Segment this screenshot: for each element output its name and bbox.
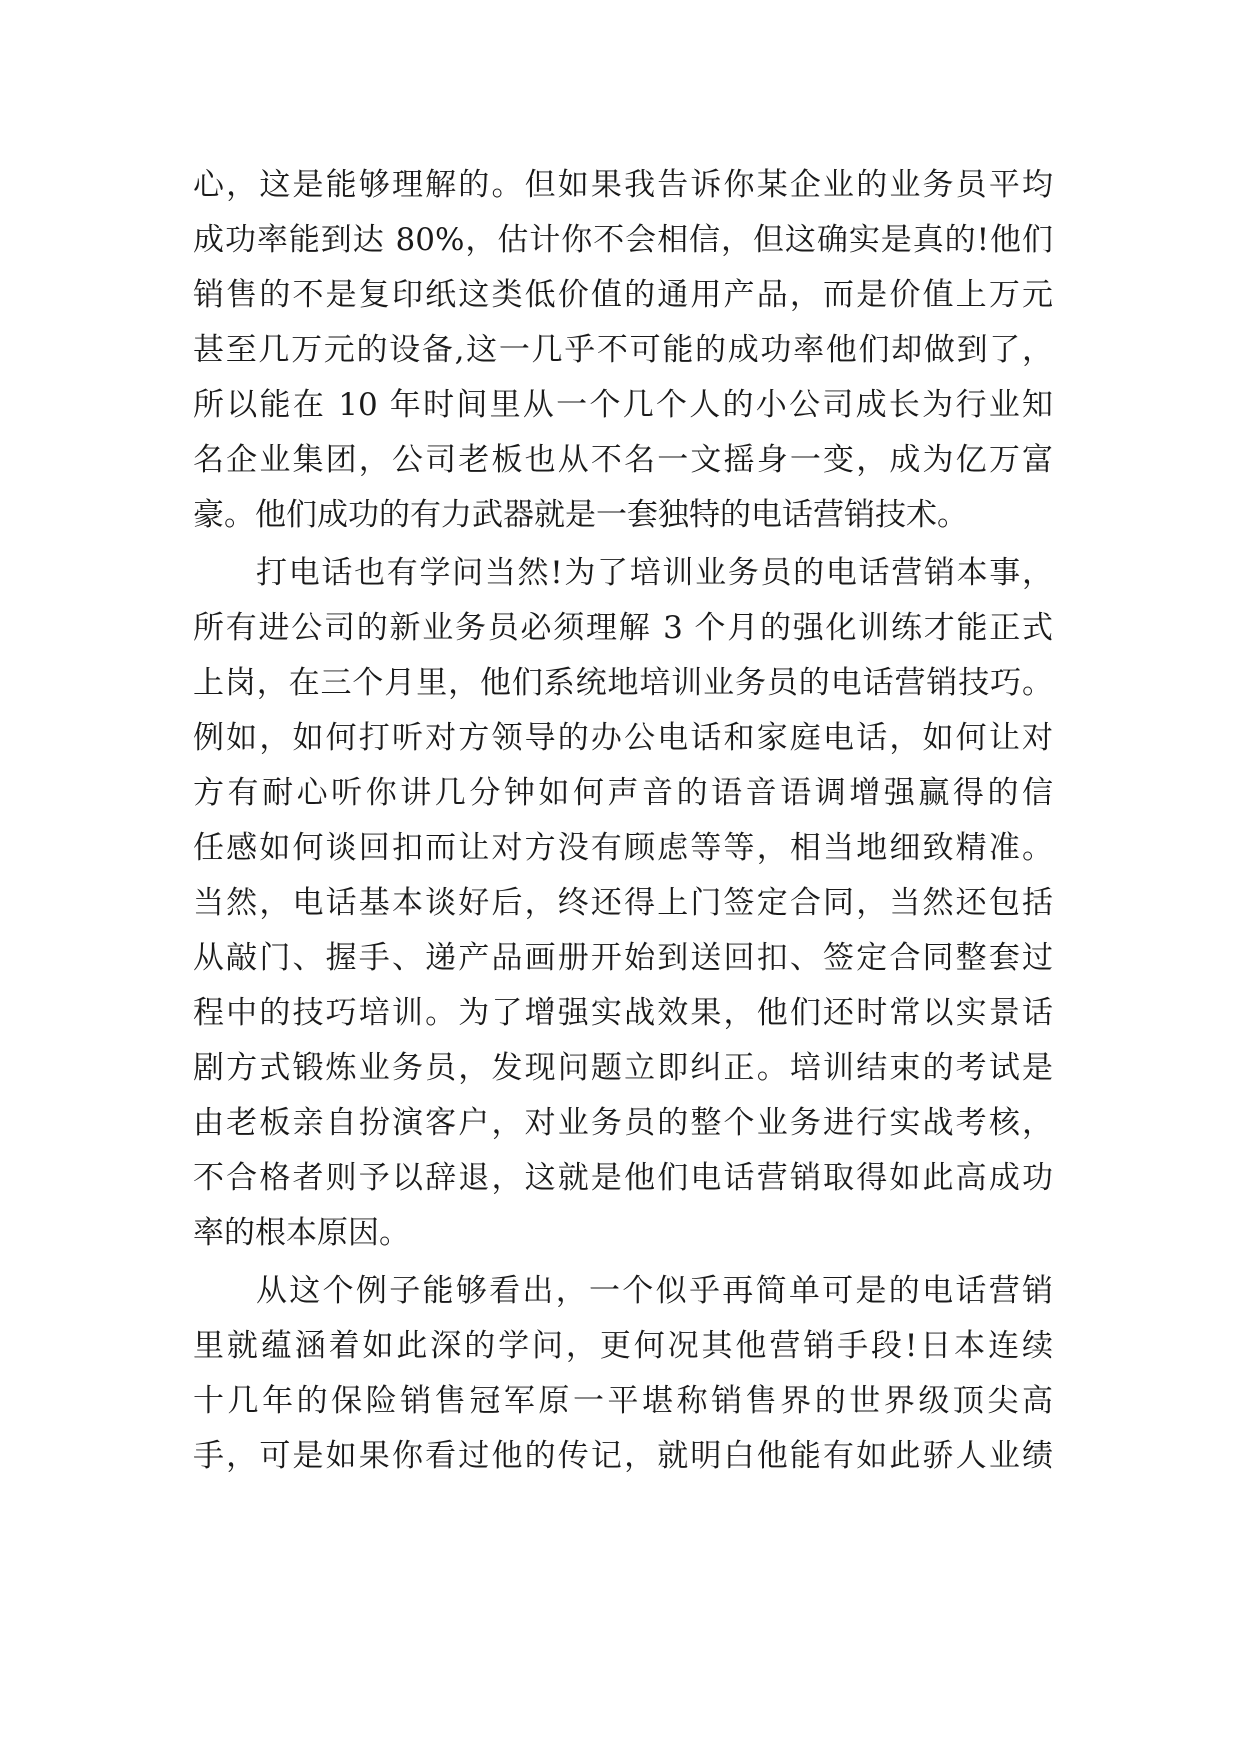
text-line: 甚至几万元的设备,这一几乎不可能的成功率他们却做到了， [193, 332, 1053, 368]
text-line: 任感如何谈回扣而让对方没有顾虑等等，相当地细致精准。 [193, 830, 1053, 866]
text-line: 里就蕴涵着如此深的学问，更何况其他营销手段!日本连续 [193, 1328, 1053, 1364]
text-line: 当然，电话基本谈好后，终还得上门签定合同，当然还包括 [193, 885, 1053, 921]
text-line: 十几年的保险销售冠军原一平堪称销售界的世界级顶尖高 [193, 1383, 1053, 1419]
text-line: 由老板亲自扮演客户，对业务员的整个业务进行实战考核， [193, 1105, 1053, 1141]
paragraph-2 [193, 546, 1053, 1261]
text-line: 从这个例子能够看出，一个似乎再简单可是的电话营销 [256, 1273, 1053, 1309]
text-line: 销售的不是复印纸这类低价值的通用产品，而是价值上万元 [193, 277, 1053, 313]
text-line: 打电话也有学问当然!为了培训业务员的电话营销本事， [256, 555, 1053, 591]
text-line: 从敲门、握手、递产品画册开始到送回扣、签定合同整套过 [193, 940, 1053, 976]
text-line: 名企业集团，公司老板也从不名一文摇身一变，成为亿万富 [193, 442, 1053, 478]
text-line: 上岗，在三个月里，他们系统地培训业务员的电话营销技巧。 [193, 665, 1053, 701]
text-line: 成功率能到达 80%，估计你不会相信，但这确实是真的!他们 [193, 222, 1053, 258]
text-line: 豪。他们成功的有力武器就是一套独特的电话营销技术。 [193, 497, 968, 533]
text-line: 方有耐心听你讲几分钟如何声音的语音语调增强赢得的信 [193, 775, 1053, 811]
text-line: 例如，如何打听对方领导的办公电话和家庭电话，如何让对 [193, 720, 1053, 756]
text-line: 心，这是能够理解的。但如果我告诉你某企业的业务员平均 [193, 167, 1053, 203]
text-line: 率的根本原因。 [193, 1215, 410, 1251]
body-text [193, 158, 1053, 1484]
text-line: 所以能在 10 年时间里从一个几个人的小公司成长为行业知 [193, 387, 1053, 423]
text-line: 不合格者则予以辞退，这就是他们电话营销取得如此高成功 [193, 1160, 1053, 1196]
text-line: 程中的技巧培训。为了增强实战效果，他们还时常以实景话 [193, 995, 1053, 1031]
text-line: 手，可是如果你看过他的传记，就明白他能有如此骄人业绩 [193, 1438, 1053, 1474]
paragraph-3 [193, 1264, 1053, 1484]
text-line: 剧方式锻炼业务员，发现问题立即纠正。培训结束的考试是 [193, 1050, 1053, 1086]
text-line: 所有进公司的新业务员必须理解 3 个月的强化训练才能正式 [193, 610, 1053, 646]
paragraph-1 [193, 158, 1053, 543]
